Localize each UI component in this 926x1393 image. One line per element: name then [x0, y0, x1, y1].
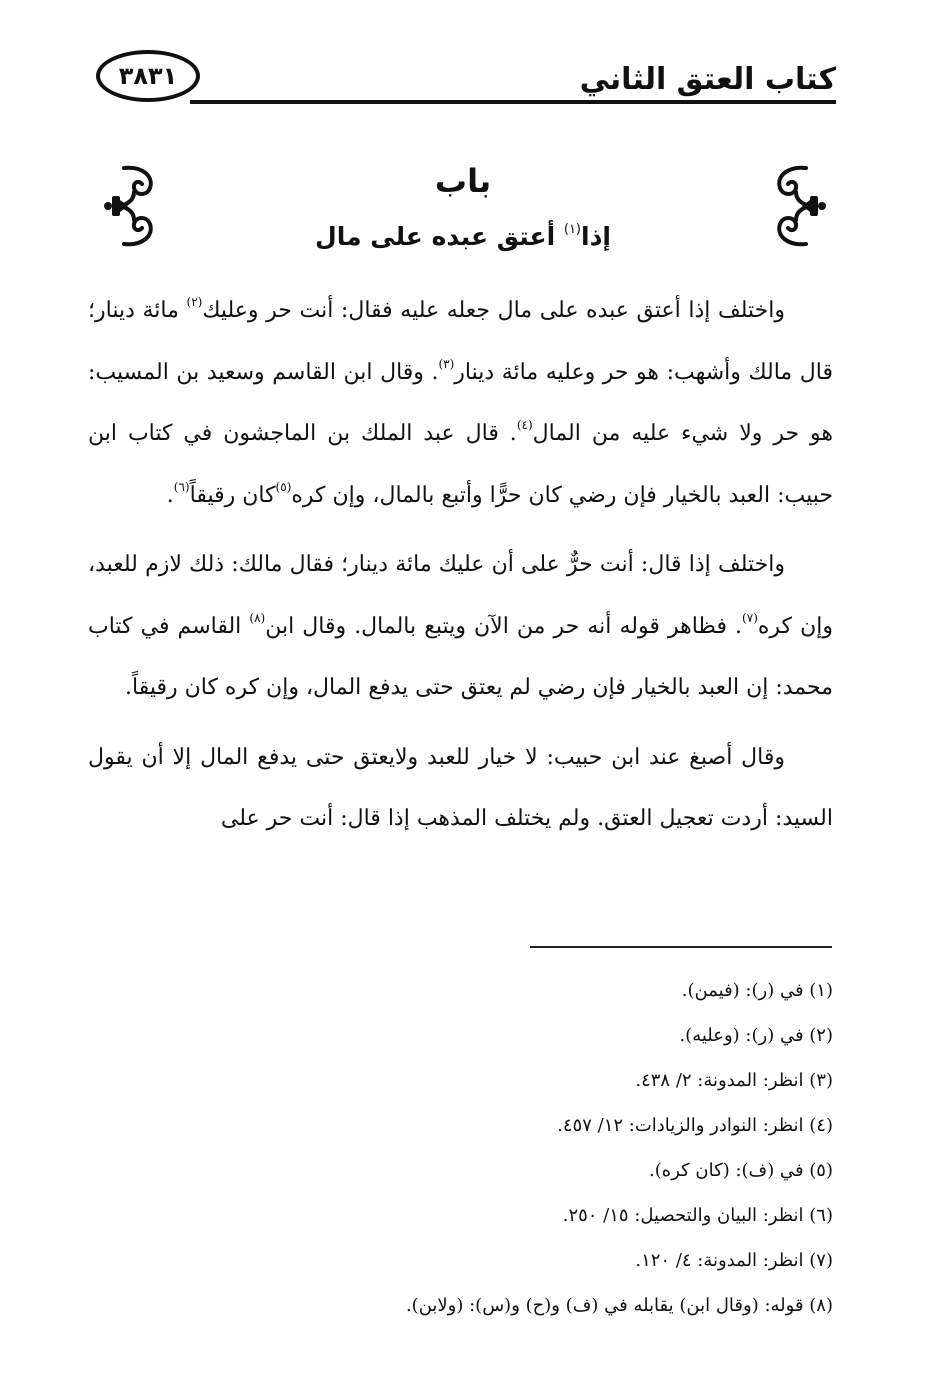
text-segment: مائة دينار؛ قال مالك وأشهب: هو حر وعليه مائة دينار [88, 298, 833, 385]
footnote-ref: (٧) [742, 610, 758, 625]
footnote-divider [530, 946, 832, 948]
chapter-label: باب [434, 162, 492, 200]
footnote-ref: (٨) [249, 610, 266, 625]
footnote-ref: (٤) [516, 418, 533, 432]
chapter-title [0, 222, 926, 251]
footnote-ref: (٣) [438, 356, 455, 371]
chapter-title-rest: أعتق عبده على مال [315, 222, 564, 251]
footnote-ref: (٥) [275, 479, 292, 494]
text-segment: واختلف إذا أعتق عبده على مال جعله عليه فقال: أنت حر وعليك [202, 298, 785, 323]
text-segment: . وقال ابن القاسم وسعيد بن المسيب: هو حر ولا شيء عليه من المال [88, 359, 834, 446]
text-segment: كان رقيقاً [189, 482, 276, 508]
footnote-item: (٥) في (ف): (كان كره). [649, 1160, 833, 1181]
body-paragraph [88, 534, 833, 719]
footnote-ref: (١) [563, 222, 581, 237]
footnote-item: (٢) في (ر): (وعليه). [679, 1025, 833, 1046]
text-segment: واختلف إذا قال: أنت حرٌّ على أن عليك مائة دينار؛ فقال مالك: ذلك لازم للعبد، وإن كره [88, 552, 833, 639]
body-text [88, 280, 833, 850]
body-paragraph [88, 727, 833, 850]
footnote-ref: (٦) [173, 479, 190, 494]
footnote-item: (١) في (ر): (فيمن). [681, 980, 833, 1001]
footnotes [88, 968, 833, 1328]
footnote-ref: (٢) [186, 295, 203, 309]
running-header-title: كتاب العتق الثاني [579, 62, 836, 97]
footnote-item: (٤) انظر: النوادر والزيادات: ١٢/ ٤٥٧. [557, 1115, 833, 1136]
footnote-item: (٧) انظر: المدونة: ٤/ ١٢٠. [635, 1250, 833, 1271]
footnote-item: (٨) قوله: (وقال ابن) يقابله في (ف) و(ح) و(س): (ولابن). [405, 1295, 833, 1316]
body-paragraph [88, 280, 833, 526]
text-segment: . فظاهر قوله أنه حر من الآن ويتبع بالمال. وقال ابن [265, 613, 743, 639]
footnote-item: (٣) انظر: المدونة: ٢/ ٤٣٨. [635, 1070, 833, 1091]
text-segment: القاسم في كتاب محمد: إن العبد بالخيار فإن رضي لم يعتق حتى يدفع المال، وإن كره كان رقيقاً. [88, 613, 833, 700]
page-number: ٣٨٣١ [96, 50, 200, 102]
footnote-item: (٦) انظر: البيان والتحصيل: ١٥/ ٢٥٠. [562, 1205, 833, 1226]
text-segment: . قال عبد الملك بن الماجشون في كتاب ابن حبيب: العبد بالخيار فإن رضي كان حرًّا وأتبع بالمال، وإن كره [88, 421, 833, 508]
text-segment: . [166, 482, 174, 508]
header-rule [190, 100, 836, 104]
text-segment: وقال أصبغ عند ابن حبيب: لا خيار للعبد ولايعتق حتى يدفع المال إلا أن يقول السيد: أردت تعجيل العتق. ولم يختلف المذهب إذا قال: أنت حر على [88, 744, 833, 831]
chapter-title-word: إذا [581, 222, 611, 251]
